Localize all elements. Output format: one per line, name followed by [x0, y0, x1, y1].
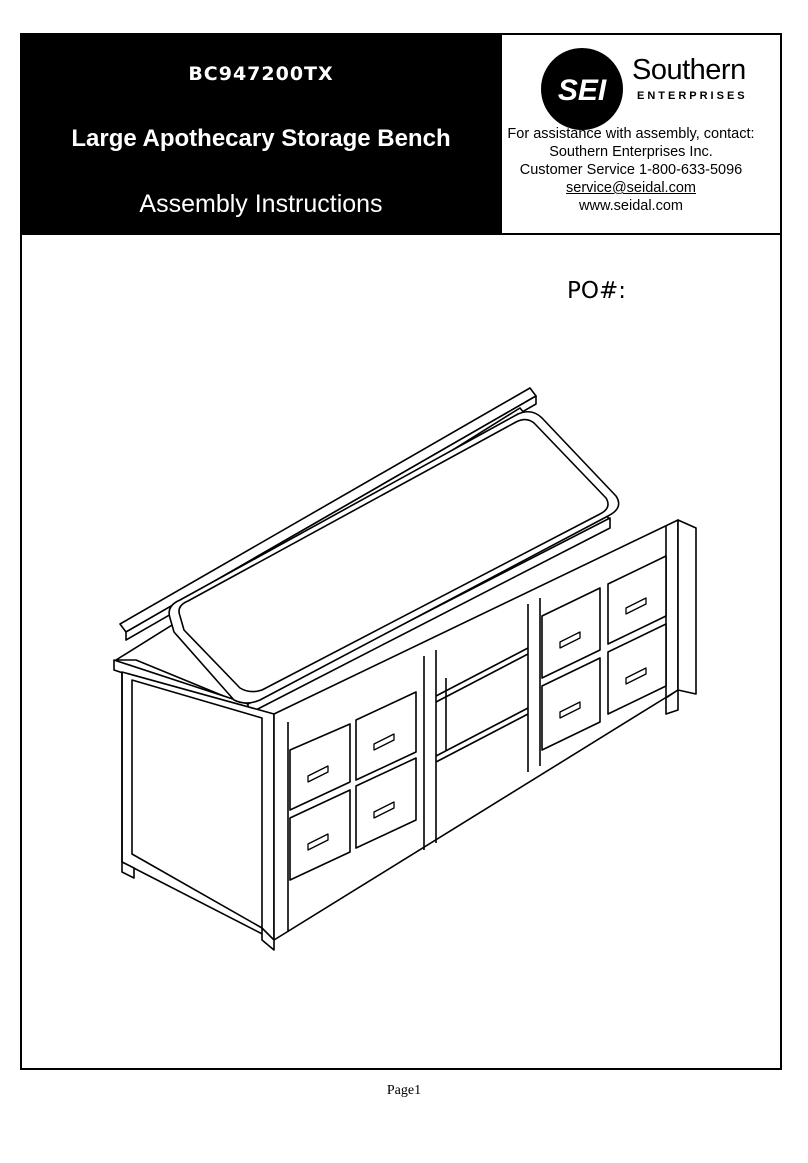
brand-name: Southern [632, 54, 746, 86]
bench-illustration [110, 380, 700, 960]
contact-line-assistance: For assistance with assembly, contact: [507, 126, 755, 142]
page-number: Page1 [386, 1083, 422, 1098]
document-subtitle: Assembly Instructions [139, 190, 383, 218]
contact-info [500, 125, 762, 215]
brand-tagline: ENTERPRISES [637, 90, 748, 102]
product-title: Large Apothecary Storage Bench [71, 125, 451, 152]
header-divider [20, 233, 782, 235]
logo-text: SEI [557, 74, 607, 107]
contact-email-link[interactable]: service@seidal.com [566, 180, 696, 196]
title-block [20, 33, 502, 235]
contact-line-phone: Customer Service 1-800-633-5096 [519, 162, 743, 178]
sei-logo-icon [540, 47, 624, 131]
contact-website[interactable]: www.seidal.com [579, 198, 683, 214]
model-code: BC947200TX [188, 63, 334, 85]
po-number-label: PO#: [567, 278, 626, 304]
contact-line-company: Southern Enterprises Inc. [549, 144, 713, 160]
